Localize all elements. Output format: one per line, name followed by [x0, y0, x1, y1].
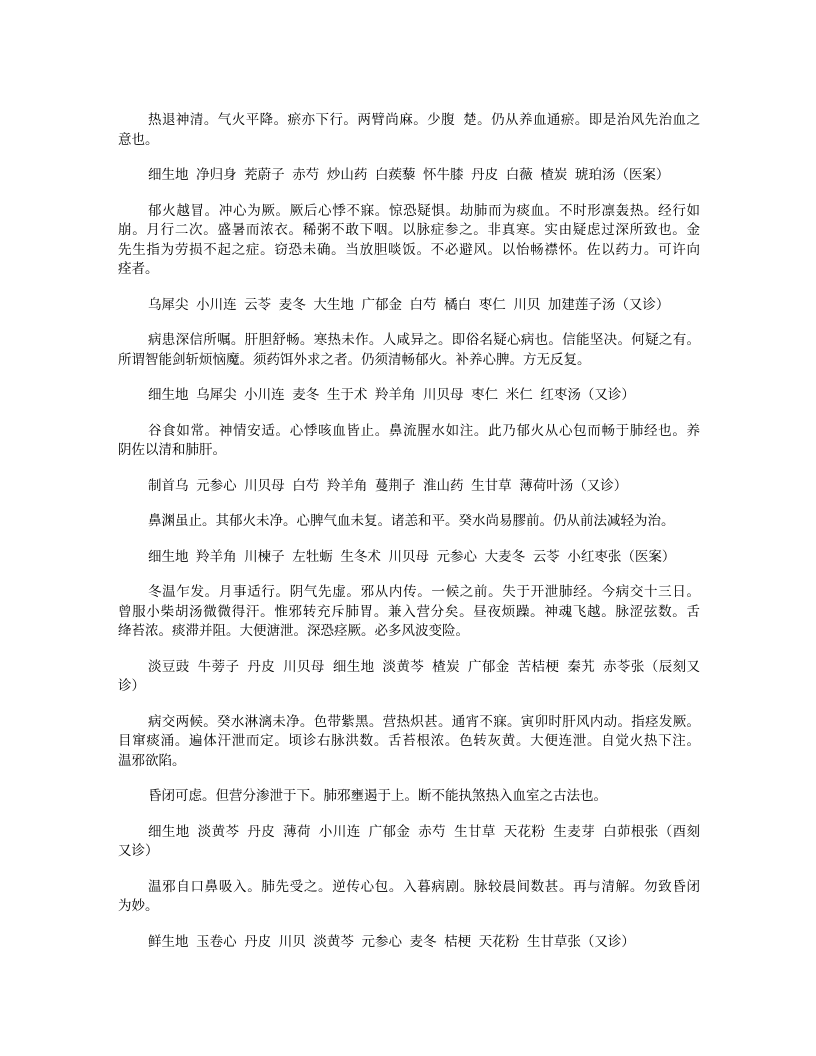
note-line: 郁火越冒。冲心为厥。厥后心悸不寐。惊恐疑惧。劫肺而为痰血。不时形凛轰热。经行如	[148, 202, 700, 219]
note-line: 温邪自口鼻吸入。肺先受之。逆传心包。入暮病剧。脉较晨间数甚。再与清解。勿致昏闭	[148, 878, 700, 895]
note-line: 绛苔浓。痰滞并阻。大便溏泄。深恐痉厥。必多风波变险。	[118, 623, 469, 639]
prescription	[118, 933, 700, 953]
note-line: 意也。	[118, 131, 159, 148]
case-note	[118, 878, 700, 917]
note-line: 病交两候。癸水淋漓未净。色带紫黑。营热炽甚。通宵不寐。寅卯时肝风内动。指痉发厥。	[148, 713, 700, 730]
prescription	[118, 296, 700, 316]
prescription-line: 细生地 净归身 茺蔚子 赤芍 炒山药 白蒺藜 怀牛膝 丹皮 白薇 楂炭 琥珀汤（医案）	[148, 167, 670, 183]
case-note	[118, 512, 700, 532]
prescription-line: 鲜生地 玉卷心 丹皮 川贝 淡黄芩 元参心 麦冬 桔梗 天花粉 生甘草张（又诊）	[148, 933, 635, 950]
prescription	[118, 548, 700, 568]
case-note	[118, 331, 700, 370]
note-line: 目窜痰涌。遍体汗泄而定。顷诊右脉洪数。舌苔根浓。色转灰黄。大便连泄。自觉火热下注。	[118, 733, 700, 749]
prescription	[118, 386, 700, 406]
note-line: 病患深信所嘱。肝胆舒畅。寒热未作。人咸异之。即俗名疑心病也。信能坚决。何疑之有。	[148, 332, 700, 348]
prescription-line: 诊）	[118, 678, 145, 694]
prescription-line: 乌犀尖 小川连 云苓 麦冬 大生地 广郁金 白芍 橘白 枣仁 川贝 加建莲子汤（又诊）	[148, 296, 670, 313]
note-line: 冬温乍发。月事适行。阴气先虚。邪从内传。一候之前。失于开泄肺经。今病交十三日。	[148, 584, 700, 600]
prescription-line: 淡豆豉 牛蒡子 丹皮 川贝母 细生地 淡黄芩 楂炭 广郁金 苦桔梗 秦艽 赤苓张（辰刻又	[148, 658, 700, 675]
case-note	[118, 111, 700, 150]
note-line: 崩。月行二次。盛暑而浓衣。稀粥不敢下咽。以脉症参之。非真寒。实由疑虑过深所致也。金	[118, 222, 700, 238]
note-line: 为妙。	[118, 898, 159, 914]
note-line: 阴佐以清和肺肝。	[118, 442, 226, 458]
prescription	[118, 166, 700, 186]
prescription-line: 制首乌 元参心 川贝母 白芍 羚羊角 蔓荆子 淮山药 生甘草 薄荷叶汤（又诊）	[148, 477, 628, 494]
case-note	[118, 787, 700, 807]
prescription-line: 细生地 羚羊角 川楝子 左牡蛎 生冬术 川贝母 元参心 大麦冬 云苓 小红枣张（医案）	[148, 548, 676, 565]
note-line: 温邪欲陷。	[118, 752, 186, 769]
note-line: 痊者。	[118, 261, 159, 277]
case-note	[118, 583, 700, 642]
note-line: 昏闭可虑。但营分渗泄于下。肺邪壅遏于上。断不能执煞热入血室之古法也。	[148, 788, 607, 804]
case-note	[118, 713, 700, 772]
prescription	[118, 823, 700, 862]
prescription	[118, 477, 700, 497]
note-line: 先生指为劳损不起之症。窃恐未确。当放胆啖饭。不必避风。以怡畅襟怀。佐以药力。可许向	[118, 241, 700, 258]
note-line: 所谓智能剑斩烦恼魔。须药饵外求之者。仍须清畅郁火。补养心脾。方无反复。	[118, 351, 591, 368]
prescription-line: 又诊）	[118, 843, 159, 859]
note-line: 鼻渊虽止。其郁火未净。心脾气血未复。诸恙和平。癸水尚易膠前。仍从前法减轻为治。	[148, 513, 675, 529]
prescription-line: 细生地 淡黄芩 丹皮 薄荷 小川连 广郁金 赤芍 生甘草 天花粉 生麦芽 白茆根张（酉刻	[148, 823, 700, 840]
prescription	[118, 658, 700, 697]
note-line: 热退神清。气火平降。瘀亦下行。两臂尚麻。少腹 楚。仍从养血通瘀。即是治风先治血之	[148, 112, 700, 128]
prescription-line: 细生地 乌犀尖 小川连 麦冬 生于术 羚羊角 川贝母 枣仁 米仁 红枣汤（又诊）	[148, 387, 635, 403]
case-note	[118, 202, 700, 280]
note-line: 曾服小柴胡汤微微得汗。惟邪转充斥肺胃。兼入营分矣。昼夜烦躁。神魂飞越。脉涩弦数。舌	[118, 603, 700, 620]
note-line: 谷食如常。神情安适。心悸咳血皆止。鼻流腥水如注。此乃郁火从心包而畅于肺经也。养	[148, 422, 700, 439]
case-note	[118, 422, 700, 461]
document-body	[118, 111, 700, 968]
